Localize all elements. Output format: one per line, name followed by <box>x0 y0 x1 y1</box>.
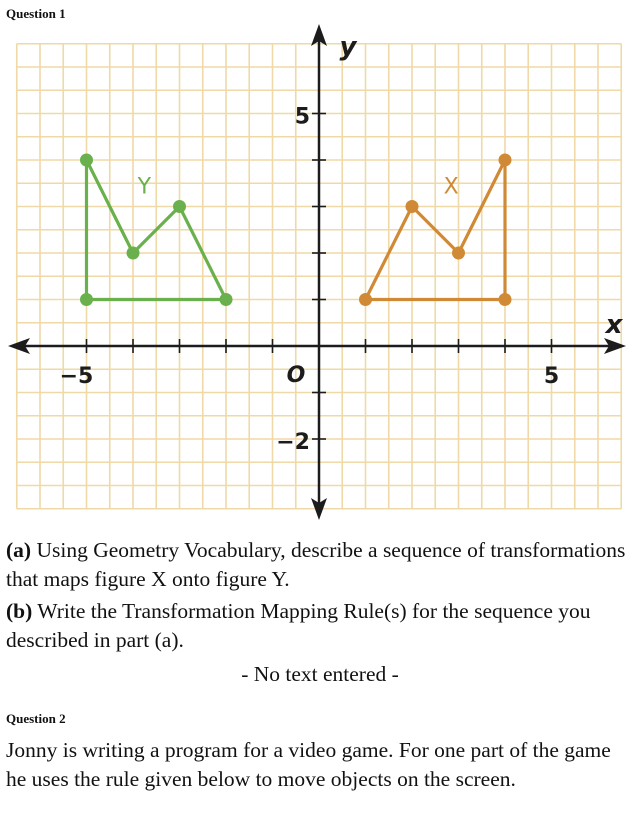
figure-x-vertex <box>406 200 419 213</box>
figure-y-vertex <box>127 247 140 260</box>
origin-label: O <box>286 363 306 388</box>
figure-x-vertex <box>499 154 512 167</box>
question-1-heading: Question 1 <box>6 6 66 21</box>
figure-x-label: X <box>443 174 459 200</box>
tick-label: 5 <box>543 364 560 389</box>
question-1-part-b <box>6 597 632 655</box>
figure-x-vertex <box>452 247 465 260</box>
tick-label: −5 <box>59 364 94 389</box>
figure-y-vertex <box>220 293 233 306</box>
question-2-text: Jonny is writing a program for a video game. For one part of the game he uses the rule given below to move objects on the screen. <box>6 738 611 791</box>
axes <box>8 24 626 520</box>
axis-labels <box>287 32 624 388</box>
figure-y-vertex <box>80 154 93 167</box>
figure-y-vertex <box>173 200 186 213</box>
x-axis-label: x <box>605 310 623 340</box>
part-b-text: Write the Transformation Mapping Rule(s) for the sequence you described in part (a). <box>6 599 591 652</box>
figure-x-vertex <box>359 293 372 306</box>
tick-label: −2 <box>276 430 310 455</box>
response-placeholder: - No text entered - <box>241 662 399 686</box>
question-2-heading: Question 2 <box>6 711 66 726</box>
question-1-part-a <box>6 536 632 594</box>
figure-y-label: Y <box>137 174 152 200</box>
part-a-text: Using Geometry Vocabulary, describe a sequence of transformations that maps figure X onto figure Y. <box>6 538 626 591</box>
coordinate-graph <box>0 22 635 527</box>
part-b-label: (b) <box>6 599 33 623</box>
part-a-label: (a) <box>6 538 32 562</box>
figure-y-vertex <box>80 293 93 306</box>
tick-label: 5 <box>294 104 310 130</box>
figure-x-vertex <box>499 293 512 306</box>
y-axis-label: y <box>339 32 357 62</box>
